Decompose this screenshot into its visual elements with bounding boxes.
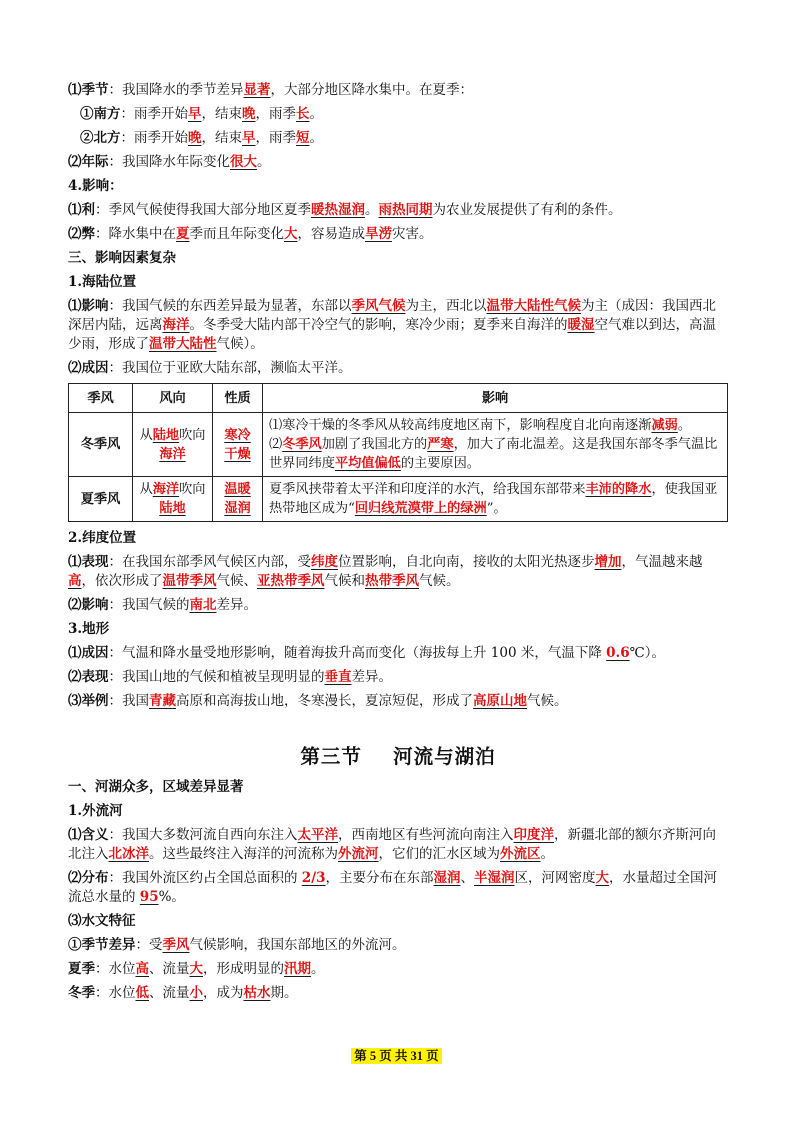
page-footer — [0, 1046, 793, 1064]
monsoon-table — [68, 383, 728, 522]
table-row-summer — [69, 477, 728, 522]
header-effect: 影响 — [263, 384, 728, 413]
header-direction: 风向 — [133, 384, 213, 413]
rain-seasonal: ⑴季节：我国降水的季节差异显著，大部分地区降水集中。在夏季： — [68, 81, 473, 98]
section-title: 第三节 河流与湖泊 — [300, 745, 496, 768]
terrain-performance: ⑵表现：我国山地的气候和植被呈现明显的垂直差异。 — [68, 668, 392, 685]
terrain-heading: 3.地形 — [68, 620, 110, 637]
page-number: 第 5 页 共 31 页 — [351, 1048, 441, 1064]
hydro-summer: 夏季：水位高、流量大，形成明显的汛期。 — [68, 960, 325, 977]
rain-interannual: ⑵年际：我国降水年际变化很大。 — [68, 153, 271, 170]
land-sea-heading: 1.海陆位置 — [68, 273, 137, 290]
land-sea-cause: ⑵成因：我国位于亚欧大陆东部，濒临太平洋。 — [68, 359, 352, 376]
winter-effect-1: ⑴寒冷干燥的冬季风从较高纬度地区南下，影响程度自北向南逐渐减弱。 — [269, 418, 691, 433]
summer-monsoon-name: 夏季风 — [69, 477, 133, 522]
winter-monsoon-name: 冬季风 — [69, 413, 133, 477]
rain-south: ①南方：雨季开始早，结束晚，雨季长。 — [80, 105, 323, 122]
table-row-winter — [69, 413, 728, 477]
summer-nature: 温暖湿润 — [213, 477, 263, 522]
influence-pro: ⑴利：季风气候使得我国大部分地区夏季暖热湿润。雨热同期为农业发展提供了有利的条件。 — [68, 201, 622, 218]
hydro-winter: 冬季：水位低、流量小，成为枯水期。 — [68, 984, 298, 1001]
summer-effect: 夏季风挟带着太平洋和印度洋的水汽，给我国东部带来丰沛的降水，使我国亚热带地区成为“回归线荒漠带上的绿洲”。 — [263, 477, 728, 522]
winter-nature: 寒冷干燥 — [213, 413, 263, 477]
page-content — [68, 78, 728, 1005]
land-sea-effect: ⑴影响：我国气候的东西差异最为显著，东部以季风气候为主，西北以温带大陆性气候为主（成因：我国西北深居内陆，远离海洋。冬季受大陆内部干冷空气的影响，寒冷少雨；夏季来自海洋的暖湿空气难以到达，高温少雨，形成了温带大陆性气候）。 — [68, 297, 716, 352]
winter-effect — [263, 413, 728, 477]
latitude-effect: ⑵影响：我国气候的南北差异。 — [68, 596, 257, 613]
latitude-heading: 2.纬度位置 — [68, 529, 137, 546]
header-monsoon: 季风 — [69, 384, 133, 413]
winter-direction: 从陆地吹向海洋 — [133, 413, 213, 477]
influence-heading: 4.影响： — [68, 177, 123, 194]
outflow-meaning: ⑴含义：我国大多数河流自西向东注入太平洋，西南地区有些河流向南注入印度洋，新疆北部的额尔齐斯河向北注入北冰洋。这些最终注入海洋的河流称为外流河，它们的汇水区域为外流区。 — [68, 826, 716, 862]
section-sub1: 一、河湖众多，区域差异显著 — [68, 778, 244, 795]
outflow-distribution: ⑵分布：我国外流区约占全国总面积的 2/3，主要分布在东部湿润、半湿润区，河网密度大，水量超过全国河流总水量的 95%。 — [68, 869, 718, 905]
latitude-performance: ⑴表现：在我国东部季风气候区内部，受纬度位置影响，自北向南，接收的太阳光热逐步增加，气温越来越高，依次形成了温带季风气候、亚热带季风气候和热带季风气候。 — [68, 553, 703, 589]
influence-con: ⑵弊：降水集中在夏季而且年际变化大，容易造成旱涝灾害。 — [68, 225, 433, 242]
outflow-heading: 1.外流河 — [68, 802, 123, 819]
winter-effect-2: ⑵冬季风加剧了我国北方的严寒，加大了南北温差。这是我国东部冬季气温比世界同纬度平均值偏低的主要原因。 — [269, 437, 718, 471]
terrain-cause: ⑴成因：气温和降水量受地形影响，随着海拔升高而变化（海拔每上升 100 米，气温下降 0.6℃）。 — [68, 644, 665, 661]
factors-heading: 三、影响因素复杂 — [68, 249, 176, 266]
hydro-seasonal: ①季节差异：受季风气候影响，我国东部地区的外流河。 — [68, 936, 406, 953]
hydro-heading: ⑶水文特征 — [68, 912, 136, 929]
rain-north: ②北方：雨季开始晚，结束早，雨季短。 — [80, 129, 323, 146]
header-nature: 性质 — [213, 384, 263, 413]
table-header-row — [69, 384, 728, 413]
terrain-example: ⑶举例：我国青藏高原和高海拔山地，冬寒漫长，夏凉短促，形成了高原山地气候。 — [68, 692, 568, 709]
summer-direction: 从海洋吹向陆地 — [133, 477, 213, 522]
